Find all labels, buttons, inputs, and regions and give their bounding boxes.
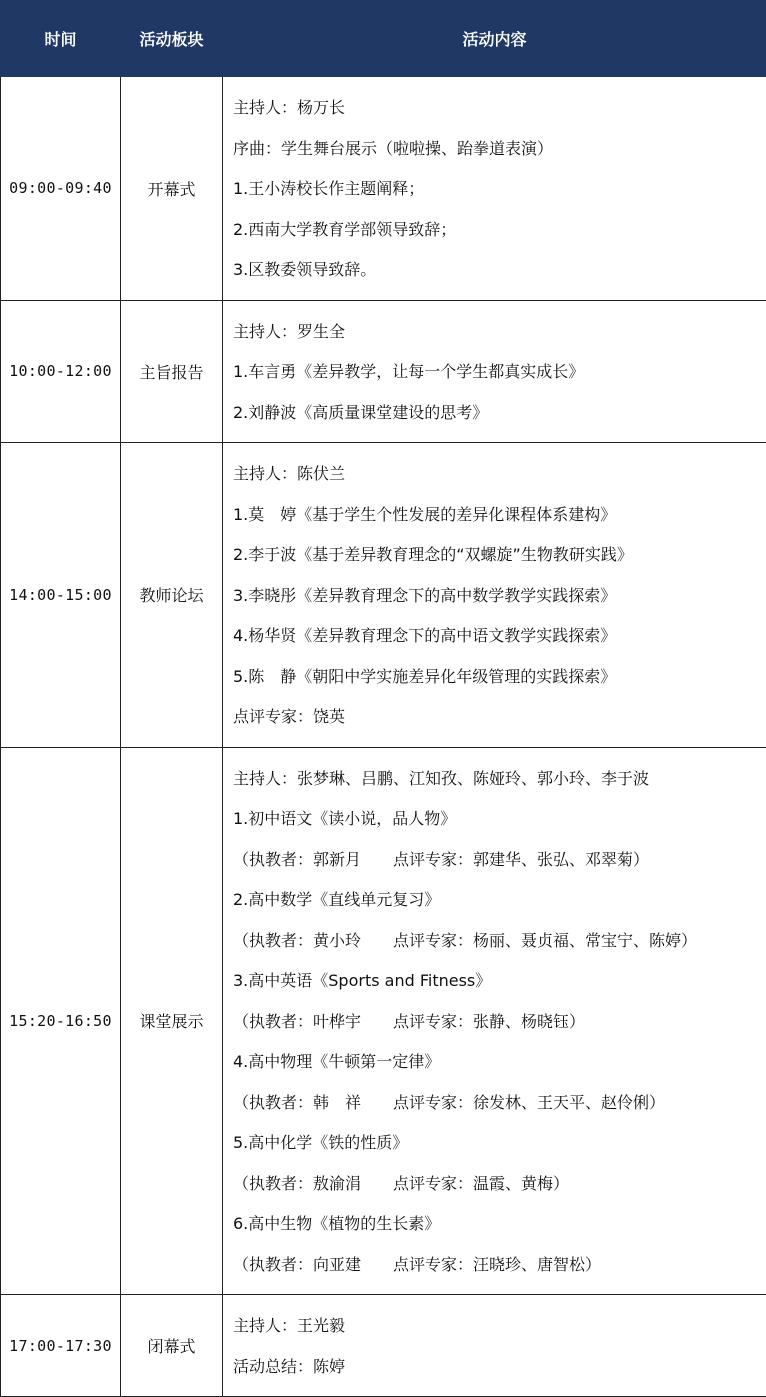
content-line: 4.高中物理《牛顿第一定律》: [233, 1042, 766, 1083]
content-line: 2.高中数学《直线单元复习》: [233, 880, 766, 921]
time-cell: 14:00-15:00: [1, 443, 121, 748]
table-header: [1, 1, 766, 77]
content-line: 主持人：张梦琳、吕鹏、江知孜、陈娅玲、郭小玲、李于波: [233, 759, 766, 800]
table-row: [1, 1295, 766, 1397]
block-cell: 开幕式: [121, 77, 223, 301]
table-body: [1, 77, 766, 1397]
content-line: 6.高中生物《植物的生长素》: [233, 1204, 766, 1245]
content-line: 1.初中语文《读小说，品人物》: [233, 799, 766, 840]
content-line: 3.区教委领导致辞。: [233, 250, 766, 291]
content-line: 5.高中化学《铁的性质》: [233, 1123, 766, 1164]
content-line: 2.李于波《基于差异教育理念的“双螺旋”生物教研实践》: [233, 535, 766, 576]
header-time: 时间: [1, 1, 121, 77]
block-cell: 教师论坛: [121, 443, 223, 748]
content-cell: [223, 77, 766, 301]
content-line: 3.李晓彤《差异教育理念下的高中数学教学实践探索》: [233, 576, 766, 617]
content-line: 1.王小涛校长作主题阐释；: [233, 169, 766, 210]
content-line: 序曲：学生舞台展示（啦啦操、跆拳道表演）: [233, 129, 766, 170]
header-row: [1, 1, 766, 77]
table-row: [1, 77, 766, 301]
content-line: 主持人：陈伏兰: [233, 454, 766, 495]
content-line: 活动总结：陈婷: [233, 1347, 766, 1388]
content-line: 1.莫 婷《基于学生个性发展的差异化课程体系建构》: [233, 495, 766, 536]
header-block: 活动板块: [121, 1, 223, 77]
content-line: （执教者：向亚建 点评专家：汪晓珍、唐智松）: [233, 1245, 766, 1286]
content-cell: [223, 747, 766, 1295]
content-line: 主持人：罗生全: [233, 312, 766, 353]
content-line: 2.西南大学教育学部领导致辞；: [233, 210, 766, 251]
content-line: （执教者：黄小玲 点评专家：杨丽、聂贞福、常宝宁、陈婷）: [233, 921, 766, 962]
table-row: [1, 747, 766, 1295]
time-cell: 09:00-09:40: [1, 77, 121, 301]
content-line: 2.刘静波《高质量课堂建设的思考》: [233, 393, 766, 434]
content-line: 点评专家：饶英: [233, 697, 766, 738]
table-row: [1, 300, 766, 443]
content-cell: [223, 443, 766, 748]
time-cell: 10:00-12:00: [1, 300, 121, 443]
content-cell: [223, 1295, 766, 1397]
content-line: （执教者：郭新月 点评专家：郭建华、张弘、邓翠菊）: [233, 840, 766, 881]
content-line: 主持人：王光毅: [233, 1306, 766, 1347]
header-content: 活动内容: [223, 1, 766, 77]
time-cell: 17:00-17:30: [1, 1295, 121, 1397]
content-line: （执教者：叶桦宇 点评专家：张静、杨晓钰）: [233, 1002, 766, 1043]
block-cell: 课堂展示: [121, 747, 223, 1295]
content-line: 主持人：杨万长: [233, 88, 766, 129]
content-line: 5.陈 静《朝阳中学实施差异化年级管理的实践探索》: [233, 657, 766, 698]
block-cell: 闭幕式: [121, 1295, 223, 1397]
time-cell: 15:20-16:50: [1, 747, 121, 1295]
content-line: （执教者：韩 祥 点评专家：徐发林、王天平、赵伶俐）: [233, 1083, 766, 1124]
content-cell: [223, 300, 766, 443]
content-line: 3.高中英语《Sports and Fitness》: [233, 961, 766, 1002]
content-line: 1.车言勇《差异教学，让每一个学生都真实成长》: [233, 352, 766, 393]
content-line: 4.杨华贤《差异教育理念下的高中语文教学实践探索》: [233, 616, 766, 657]
table-row: [1, 443, 766, 748]
content-line: （执教者：敖渝涓 点评专家：温霞、黄梅）: [233, 1164, 766, 1205]
block-cell: 主旨报告: [121, 300, 223, 443]
